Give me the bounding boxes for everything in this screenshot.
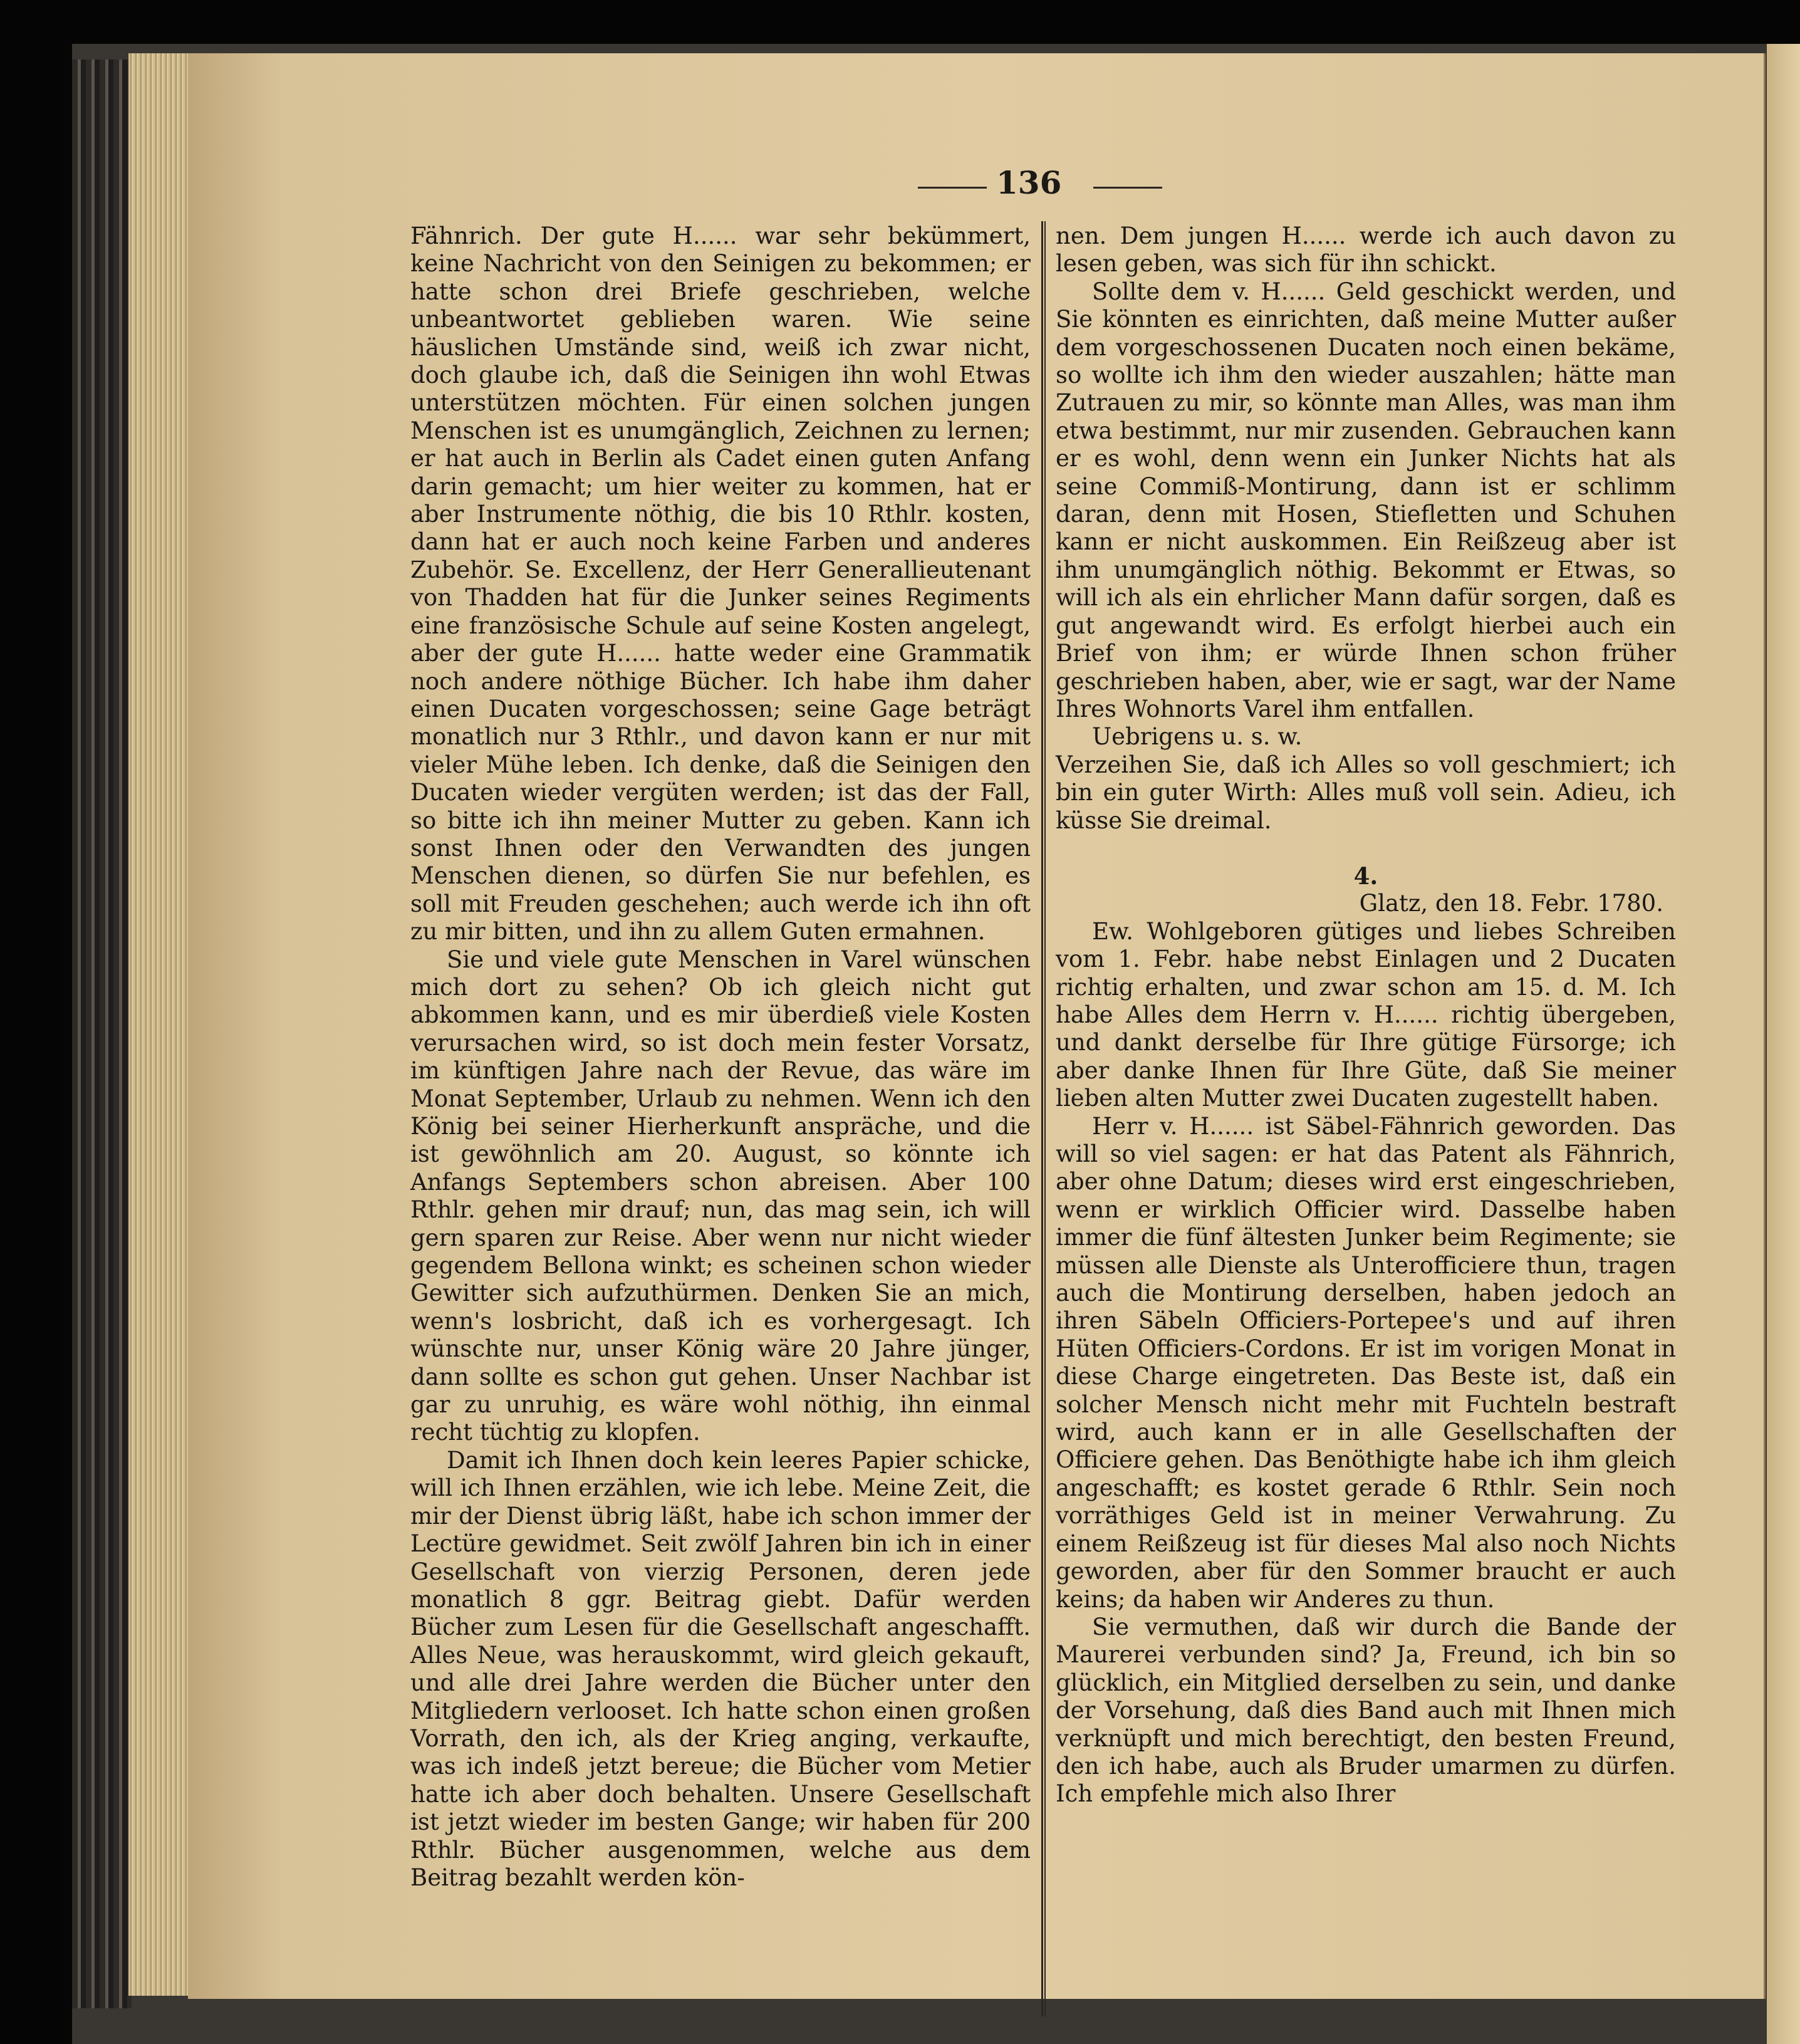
paragraph: Ew. Wohlgeboren gütiges und liebes Schreiben vom 1. Febr. habe nebst Einlagen und 2 Ducaten richtig erhalten, und zwar schon am 15. d. M. Ich habe Alles dem Herrn v. H...... richtig übergeben, und dankt derselbe für Ihre gütige Fürsorge; ich aber danke Ihnen für Ihre Güte, daß Sie meiner lieben alten Mutter zwei Ducaten zugestellt haben.	[1056, 917, 1676, 1112]
left-column	[410, 222, 1031, 1892]
closing-line: Uebrigens u. s. w.	[1092, 723, 1303, 751]
page-number: 136	[996, 164, 1062, 201]
book-spine	[72, 60, 132, 2008]
paragraph: Herr v. H...... ist Säbel-Fähnrich geworden. Das will so viel sagen: er hat das Patent als Fähnrich, aber ohne Datum; dieses wird erst eingeschrieben, wenn er wirklich Officier wird. Dasselbe haben immer die fünf ältesten Junker beim Regimente; sie müssen alle Dienste als Unterofficiere thun, tragen auch die Montirung derselben, haben jedoch an ihren Säbeln Officiers-Portepee's und auf ihren Hüten Officiers-Cordons. Er ist im vorigen Monat in diese Charge eingetreten. Das Beste ist, daß ein solcher Mensch nicht mehr mit Fuchteln bestraft wird, auch kann er in alle Gesellschaften der Officiere gehen. Das Benöthigte habe ich ihm gleich angeschafft; es kostet gerade 6 Rthlr. Sein noch vorräthiges Geld ist in meiner Verwahrung. Zu einem Reißzeug ist für dieses Mal also noch Nichts geworden, aber für den Sommer braucht er auch keins; da haben wir Anderes zu thun.	[1056, 1112, 1676, 1613]
paragraph: Sie und viele gute Menschen in Varel wünschen mich dort zu sehen? Ob ich gleich nicht gut abkommen kann, und es mir überdieß viele Kosten verursachen wird, so ist doch mein fester Vorsatz, im künftigen Jahre nach der Revue, das wäre im Monat September, Urlaub zu nehmen. Wenn ich den König bei seiner Hierherkunft anspräche, und die ist gewöhnlich am 20. August, so könnte ich Anfangs Septembers schon abreisen. Aber 100 Rthlr. gehen mir drauf; nun, das mag sein, ich will gern sparen zur Reise. Aber wenn nur nicht wieder gegendem Bellona winkt; es scheinen schon wieder Gewitter sich aufzuthürmen. Denken Sie an mich, wenn's losbricht, daß ich es vorhergesagt. Ich wünschte nur, unser König wäre 20 Jahre jünger, dann sollte es schon gut gehen. Unser Nachbar ist gar zu unruhig, es wäre wohl nöthig, ihn einmal recht tüchtig zu klopfen.	[410, 946, 1031, 1446]
column-divider	[1041, 221, 1046, 2016]
header-rule-right	[1093, 187, 1162, 189]
letter-dateline: Glatz, den 18. Febr. 1780.	[1359, 890, 1663, 917]
paragraph: Fähnrich. Der gute H...... war sehr bekümmert, keine Nachricht von den Seinigen zu bekommen; er hatte schon drei Briefe geschrieben, welche unbeantwortet geblieben waren. Wie seine häuslichen Umstände sind, weiß ich zwar nicht, doch glaube ich, daß die Seinigen ihn wohl Etwas unterstützen möchten. Für einen solchen jungen Menschen ist es unumgänglich, Zeichnen zu lernen; er hat auch in Berlin als Cadet einen guten Anfang darin gemacht; um hier weiter zu kommen, hat er aber Instrumente nöthig, die bis 10 Rthlr. kosten, dann hat er auch noch keine Farben und anderes Zubehör. Se. Excellenz, der Herr Generallieutenant von Thadden hat für die Junker seines Regiments eine französische Schule auf seine Kosten angelegt, aber der gute H...... hatte weder eine Grammatik noch andere nöthige Bücher. Ich habe ihm daher einen Ducaten vorgeschossen; seine Gage beträgt monatlich nur 3 Rthlr., und davon kann er nur mit vieler Mühe leben. Ich denke, daß die Seinigen den Ducaten wieder vergüten werden; ist das der Fall, so bitte ich ihn meiner Mutter zu geben. Kann ich sonst Ihnen oder den Verwandten des jungen Menschen dienen, so dürfen Sie nur befehlen, es soll mit Freuden geschehen; auch werde ich ihn oft zu mir bitten, und ihn zu allem Guten ermahnen.	[410, 222, 1031, 946]
paragraph: Damit ich Ihnen doch kein leeres Papier schicke, will ich Ihnen erzählen, wie ich lebe. Meine Zeit, die mir der Dienst übrig läßt, habe ich schon immer der Lectüre gewidmet. Seit zwölf Jahren bin ich in einer Gesellschaft von vierzig Personen, deren jede monatlich 8 ggr. Beitrag giebt. Dafür werden Bücher zum Lesen für die Gesellschaft angeschafft. Alles Neue, was herauskommt, wird gleich gekauft, und alle drei Jahre werden die Bücher unter den Mitgliedern verlooset. Ich hatte schon einen großen Vorrath, den ich, als der Krieg anging, verkaufte, was ich indeß jetzt bereue; die Bücher vom Metier hatte ich aber doch behalten. Unsere Gesellschaft ist jetzt wieder im besten Gange; wir haben für 200 Rthlr. Bücher ausgenommen, welche aus dem Beitrag bezahlt werden kön-	[410, 1446, 1031, 1891]
header-rule-left	[918, 187, 987, 189]
postscript: Verzeihen Sie, daß ich Alles so voll geschmiert; ich bin ein guter Wirth: Alles muß voll sein. Adieu, ich küsse Sie dreimal.	[1056, 751, 1676, 834]
paragraph: nen. Dem jungen H...... werde ich auch davon zu lesen geben, was sich für ihn schickt.	[1056, 222, 1676, 278]
next-page-edge	[1767, 44, 1800, 2044]
paragraph: Sollte dem v. H...... Geld geschickt werden, und Sie könnten es einrichten, daß meine Mutter außer dem vorgeschossenen Ducaten noch einen bekäme, so wollte ich ihm den wieder auszahlen; hätte man Zutrauen zu mir, so könnte man Alles, was man ihm etwa bestimmt, nur mir zusenden. Gebrauchen kann er es wohl, denn wenn ein Junker Nichts hat als seine Commiß-Montirung, dann ist er schlimm daran, denn mit Hosen, Stiefletten und Schuhen kann er nicht auskommen. Ein Reißzeug aber ist ihm unumgänglich nöthig. Bekommt er Etwas, so will ich als ein ehrlicher Mann dafür sorgen, daß es gut angewandt wird. Es erfolgt hierbei auch ein Brief von ihm; er würde Ihnen schon früher geschrieben haben, aber, wie er sagt, war der Name Ihres Wohnorts Varel ihm entfallen.	[1056, 278, 1676, 722]
right-column	[1056, 222, 1676, 1808]
paragraph: Sie vermuthen, daß wir durch die Bande der Maurerei verbunden sind? Ja, Freund, ich bin so glücklich, ein Mitglied derselben zu sein, und danke der Vorsehung, daß dies Band auch mit Ihnen mich verknüpft und mich berechtigt, den besten Freund, den ich habe, auch als Bruder umarmen zu dürfen. Ich empfehle mich also Ihrer	[1056, 1613, 1676, 1808]
section-number: 4.	[1353, 862, 1378, 890]
